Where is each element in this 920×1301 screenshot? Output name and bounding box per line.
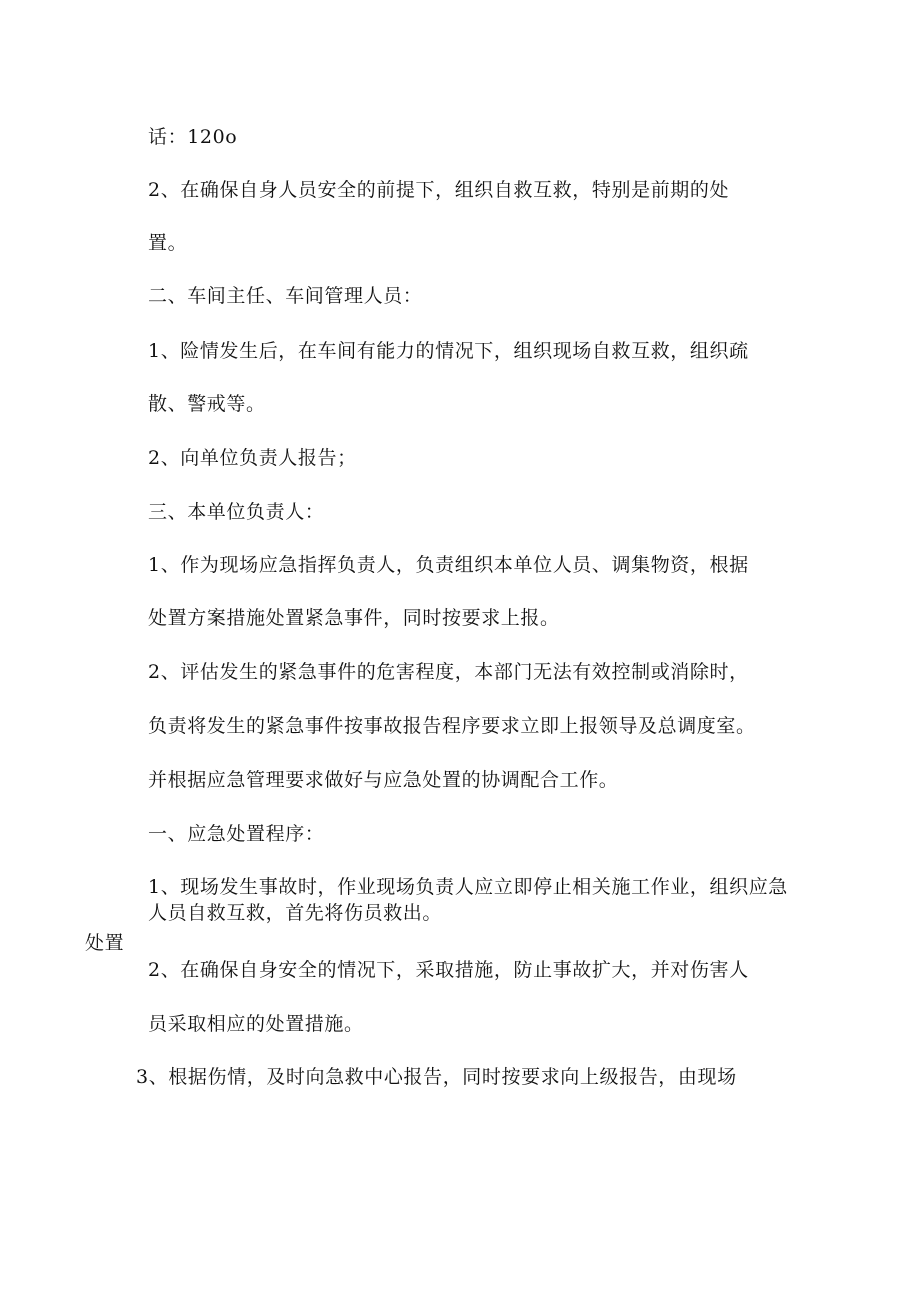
text-line: 2、评估发生的紧急事件的危害程度，本部门无法有效控制或消除时，: [148, 661, 749, 683]
text-line: 负责将发生的紧急事件按事故报告程序要求立即上报领导及总调度室。: [148, 715, 756, 737]
text-line: 1、现场发生事故时，作业现场负责人应立即停止相关施工作业，组织应急: [148, 876, 788, 898]
section-heading: 三、本单位负责人：: [148, 501, 325, 523]
margin-label: 处置: [85, 932, 125, 954]
text-line: 3、根据伤情，及时向急救中心报告，同时按要求向上级报告，由现场: [136, 1066, 737, 1088]
text-line: 2、在确保自身安全的情况下，采取措施，防止事故扩大，并对伤害人: [148, 959, 749, 981]
text-line: 处置方案措施处置紧急事件，同时按要求上报。: [148, 607, 560, 629]
text-line: 人员自救互救，首先将伤员救出。: [148, 902, 443, 924]
text-line: 话：120o: [148, 126, 238, 148]
text-line: 1、险情发生后，在车间有能力的情况下，组织现场自救互救，组织疏: [148, 340, 749, 362]
text-line: 1、作为现场应急指挥负责人，负责组织本单位人员、调集物资，根据: [148, 554, 749, 576]
text-line: 2、在确保自身人员安全的前提下，组织自救互救，特别是前期的处: [148, 179, 730, 201]
text-line: 2、向单位负责人报告；: [148, 447, 357, 469]
section-heading: 一、应急处置程序：: [148, 823, 325, 845]
text-line: 置。: [148, 232, 188, 254]
section-heading: 二、车间主任、车间管理人员：: [148, 285, 423, 307]
text-line: 散、警戒等。: [148, 393, 266, 415]
text-line: 员采取相应的处置措施。: [148, 1013, 364, 1035]
text-line: 并根据应急管理要求做好与应急处置的协调配合工作。: [148, 769, 619, 791]
